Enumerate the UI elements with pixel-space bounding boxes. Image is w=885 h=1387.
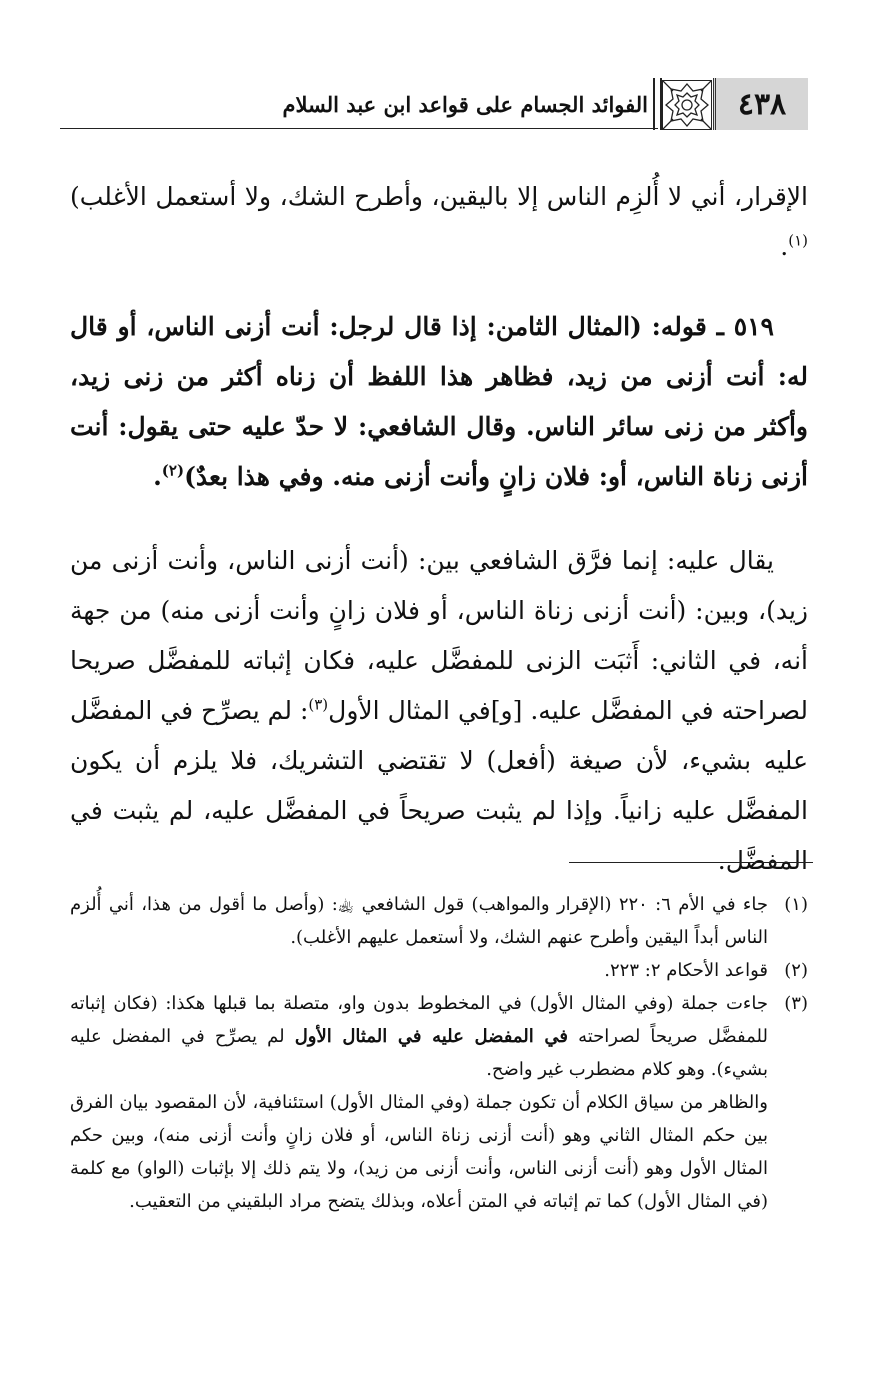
page-number: ٤٣٨ [713,78,808,130]
footnote-text-b: لم يصرِّح في المفضل عليه بشيء). وهو كلام مضطرب غير واضح. [70,1026,768,1080]
footnote-number: (١) [784,894,808,915]
footnote-text-bold: في المفضل عليه في المثال الأول [294,1026,568,1047]
running-title: الفوائد الجسام على قواعد ابن عبد السلام [282,92,648,117]
footnote-3 [70,987,808,1086]
paragraph-1-end: . [780,232,789,261]
footnote-2 [70,954,808,987]
footnote-ref-1: (١) [788,231,808,250]
footnote-ref-2: (٢) [161,461,185,480]
footnote-text: قواعد الأحكام ٢: ٢٢٣. [604,960,768,981]
page-header [60,78,808,134]
footnote-ref-3: (٣) [308,695,329,714]
main-text [70,172,808,920]
footnote-text: جاء في الأم ٦: ٢٢٠ (الإقرار والمواهب) قول الشافعي ﵀: (وأصل ما أقول من هذا، أني أُلزم الناس أبداً اليقين وأطرح عنهم الشك، ولا أستعمل عليهم الأغلب). [70,894,768,948]
footnote-number: (٢) [784,960,808,981]
footnote-1 [70,888,808,954]
footnote-number: (٣) [784,993,808,1014]
paragraph-3-text-a: يقال عليه: إنما فرَّق الشافعي بين: (أنت أزنى الناس، وأنت أزنى من زيد)، وبين: (أنت أزنى زناة الناس، أو فلان زانٍ وأنت أزنى منه) من جهة أنه، في الثاني: أَثبَت الزنى للمفضَّل عليه، فكان إثباته للمفضَّل صريحا لصراحته في المفضَّل عليه. [و]في المثال الأول [70,546,808,725]
header-rule [60,128,658,129]
ornament-divider [653,78,662,130]
ornament-icon [662,80,712,130]
paragraph-2-end: . [153,462,162,491]
paragraph-1-text: الإقرار، أني لا أُلزِم الناس إلا باليقين، وأطرح الشك، ولا أستعمل الأغلب) [70,182,808,211]
paragraph-2 [70,302,808,502]
paragraph-3-text-b: : لم يصرِّح في المفضَّل عليه بشيء، لأن صيغة (أفعل) لا تقتضي التشريك، فلا يلزم أن يكون المفضَّل عليه زانياً. وإذا لم يثبت صريحاً في المفضَّل عليه، لم يثبت في المفضَّل. [70,696,808,875]
footnote-text [70,987,768,1086]
footnote-separator [569,862,813,863]
footnotes [70,888,808,1218]
footnote-text-a: جاءت جملة (وفي المثال الأول) في المخطوط بدون واو، متصلة بما قبلها هكذا: (فكان إثباته للمفضَّل صريحاً لصراحته [70,993,768,1047]
paragraph-2-text: ٥١٩ ـ قوله: (المثال الثامن: إذا قال لرجل: أنت أزنى الناس، أو قال له: أنت أزنى من زيد، فظاهر هذا اللفظ أن زناه أكثر من زنى زيد، وأكثر من زنى سائر الناس. وقال الشافعي: لا حدّ عليه حتى يقول: أنت أزنى زناة الناس، أو: فلان زانٍ وأنت أزنى منه. وفي هذا بعدٌ) [70,312,808,491]
paragraph-3 [70,536,808,886]
footnote-3-continuation: والظاهر من سياق الكلام أن تكون جملة (وفي المثال الأول) استئنافية، لأن المقصود بيان الفرق بين حكم المثال الثاني وهو (أنت أزنى زناة الناس، أو فلان زانٍ وأنت أزنى منه)، وبين حكم المثال الأول وهو (أنت أزنى الناس، وأنت أزنى من زيد)، ولا يتم ذلك إلا بإثبات (الواو) مع كلمة (في المثال الأول) كما تم إثباته في المتن أعلاه، وبذلك يتضح مراد البلقيني من التعقيب. [70,1092,768,1212]
paragraph-1 [70,172,808,272]
